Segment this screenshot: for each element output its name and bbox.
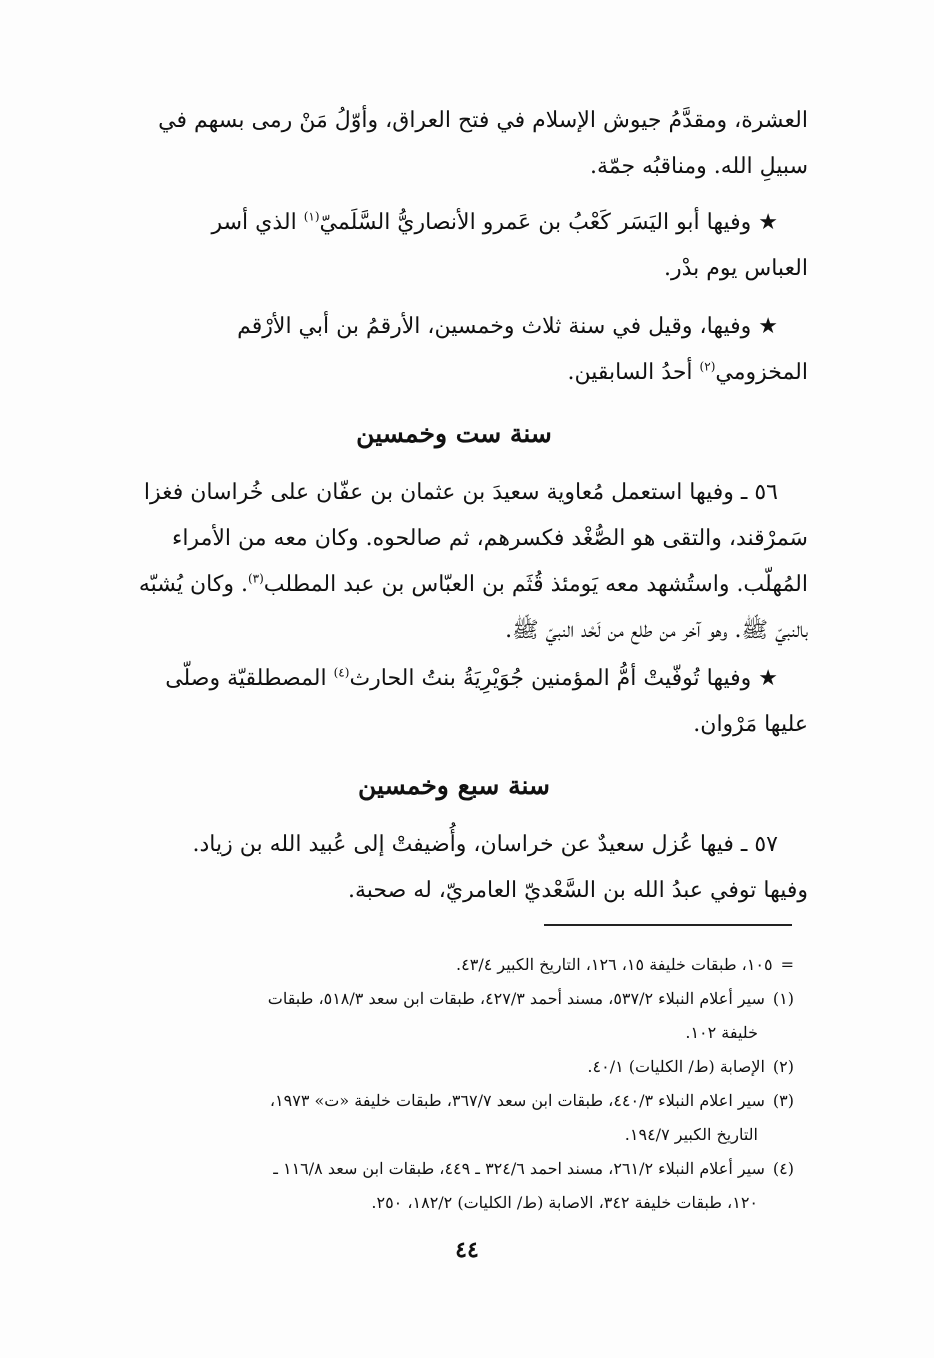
footnote-text: ١٠٥، طبقات خليفة ١٥، ١٢٦، التاريخ الكبير ٤٣/٤.: [456, 955, 773, 974]
footnotes: [100, 948, 794, 1220]
text-segment: أحدُ السابقين.: [567, 360, 700, 385]
text-segment: الذي أسر: [211, 210, 304, 235]
text-segment: . وكان يُشبّه: [138, 572, 248, 597]
paragraph-line: [100, 200, 808, 246]
footnote-number: (٢): [772, 1057, 794, 1076]
footnote-ref: (٣): [247, 571, 264, 586]
paragraph-line: العشرة، ومقدَّمُ جيوش الإسلام في فتح العراق، وأوّلُ مَنْ رمى بسهم في: [158, 108, 808, 133]
paragraph-line: ٥٧ ـ فيها عُزل سعيدٌ عن خراسان، وأُضيفتْ إلى عُبيد الله بن زياد.: [192, 832, 778, 857]
footnote-item: [100, 1152, 794, 1220]
text-segment: ★ وفيها تُوفّيتْ أمُّ المؤمنين جُوَيْرِيَةُ بنتُ الحارث: [349, 666, 778, 691]
footnote-line: [100, 982, 794, 1016]
section-57-paragraph: [100, 822, 808, 914]
paragraph-line: عليها مَرْوان.: [693, 712, 808, 737]
footnote-line: [100, 1050, 794, 1084]
footnote-text: سير اعلام النبلاء ٤٤٠/٣، طبقات ابن سعد ٣٦٧/٧، طبقات خليفة «ت» ١٩٧٣،: [269, 1091, 765, 1110]
paragraph-line: سَمرْقند، والتقى هو الصُّغْد فكسرهم، ثم صالحوه. وكان معه من الأمراء: [171, 526, 808, 551]
footnote-item: [100, 948, 794, 982]
footnote-number: (٣): [772, 1091, 794, 1110]
footnote-line: [100, 948, 794, 982]
page-number: ٤٤: [455, 1237, 479, 1263]
footnote-item: [100, 982, 794, 1050]
text-segment: المخزومي: [715, 360, 808, 385]
footnote-separator: [544, 924, 792, 926]
footnote-ref: (١): [303, 209, 320, 224]
footnote-continuation: التاريخ الكبير ١٩٤/٧.: [624, 1125, 758, 1144]
paragraph-line: [100, 656, 808, 702]
paragraph-line: وفيها توفي عبدُ الله بن السَّعْديّ العامريّ، له صحبة.: [348, 878, 808, 903]
paragraph-line: ٥٦ ـ وفيها استعمل مُعاوية سعيدَ بن عثمان بن عفّان على خُراسان فغزا: [143, 480, 778, 505]
entry-al-arqam: [100, 304, 808, 396]
paragraph-line: [100, 350, 808, 396]
section-56-paragraph: [100, 470, 808, 654]
footnote-number: (٤): [772, 1159, 794, 1178]
footnote-line: [100, 1084, 794, 1118]
footnote-continuation: خليفة ١٠٢.: [685, 1023, 758, 1042]
footnote-number: (١): [772, 989, 794, 1008]
section-heading-year-56: سنة ست وخمسين: [356, 419, 552, 448]
footnote-line: [100, 1152, 794, 1186]
paragraph-line: بالنبيّ ﷺ. وهو آخر من طلع من لَحْد النبيّ ﷺ.: [505, 618, 808, 643]
footnote-continuation: ١٢٠، طبقات خليفة ٣٤٢، الاصابة (ط/ الكليات) ١٨٢/٢، ٢٥٠.: [371, 1193, 758, 1212]
footnote-ref: (٤): [333, 665, 350, 680]
paragraph-line: سبيلِ الله. ومناقبُه جمّة.: [589, 154, 808, 179]
footnote-text: الإصابة (ط/ الكليات) ٤٠/١.: [587, 1057, 765, 1076]
text-segment: ★ وفيها أبو اليَسَر كَعْبُ بن عَمرو الأنصاريُّ السَّلَميّ: [319, 210, 778, 235]
paragraph-line: العباس يوم بدْر.: [663, 256, 808, 281]
top-paragraphs: [100, 98, 808, 190]
entry-juwayriya: [100, 656, 808, 748]
text-segment: المُهلّب. واستُشهد معه يَومئذ قُثَم بن العبّاس بن عبد المطلب: [263, 572, 808, 597]
entry-abu-al-yasar: [100, 200, 808, 292]
footnote-item: [100, 1084, 794, 1152]
section-heading-year-57: سنة سبع وخمسين: [358, 771, 550, 800]
paragraph-line: [100, 562, 808, 608]
paragraph-line: ★ وفيها، وقيل في سنة ثلاث وخمسين، الأرقمُ بن أبي الأرْقم: [237, 314, 778, 339]
text-segment: المصطلقيّة وصلّى: [165, 666, 334, 691]
footnote-ref: (٢): [699, 359, 716, 374]
footnote-text: سير أعلام النبلاء ٢٦١/٢، مسند احمد ٣٢٤/٦ ـ ٤٤٩، طبقات ابن سعد ١١٦/٨ ـ: [273, 1159, 765, 1178]
footnote-number: =: [780, 955, 794, 974]
footnote-text: سير أعلام النبلاء ٥٣٧/٢، مسند أحمد ٤٢٧/٣، طبقات ابن سعد ٥١٨/٣، طبقات: [267, 989, 765, 1008]
footnote-item: [100, 1050, 794, 1084]
